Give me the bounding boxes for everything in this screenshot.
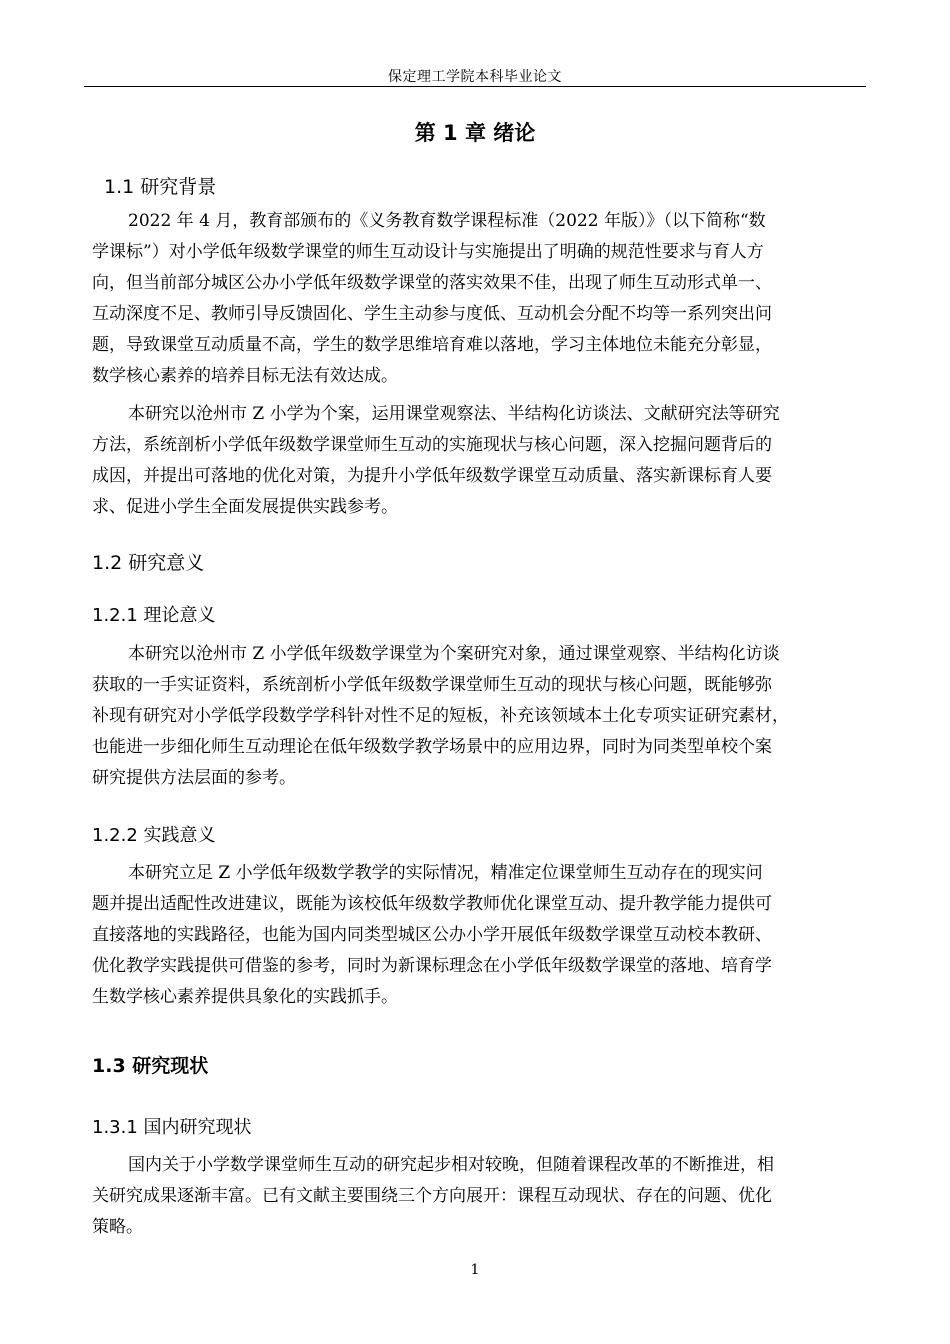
section-heading-1-3: 1.3 研究现状	[92, 1055, 209, 1077]
paragraph-line: 向，但当前部分城区公办小学低年级数学课堂的落实效果不佳，出现了师生互动形式单一、	[92, 273, 772, 293]
paragraph-line: 本研究以沧州市 Z 小学为个案，运用课堂观察法、半结构化访谈法、文献研究法等研究	[128, 404, 780, 424]
header-rule	[84, 86, 866, 87]
paragraph-line: 数学核心素养的培养目标无法有效达成。	[92, 366, 398, 386]
paragraph-line: 题，导致课堂互动质量不高，学生的数学思维培育难以落地，学习主体地位未能充分彰显，	[92, 335, 772, 355]
paragraph-line: 研究提供方法层面的参考。	[92, 768, 296, 788]
subsection-heading-1-2-2: 1.2.2 实践意义	[92, 825, 216, 846]
paragraph-line: 求、促进小学生全面发展提供实践参考。	[92, 497, 398, 517]
paragraph-line: 也能进一步细化师生互动理论在低年级数学教学场景中的应用边界，同时为同类型单校个案	[92, 737, 772, 757]
paragraph-line: 方法，系统剖析小学低年级数学课堂师生互动的实施现状与核心问题，深入挖掘问题背后的	[92, 435, 772, 455]
paragraph-line: 国内关于小学数学课堂师生互动的研究起步相对较晚，但随着课程改革的不断推进，相	[128, 1155, 774, 1175]
paragraph-practice	[92, 858, 860, 1013]
paragraph-line: 策略。	[92, 1217, 143, 1237]
paragraph-line: 学课标”）对小学低年级数学课堂的师生互动设计与实施提出了明确的规范性要求与育人方	[92, 242, 764, 262]
paragraph-line: 生数学核心素养提供具象化的实践抓手。	[92, 987, 398, 1007]
paragraph-line: 2022 年 4 月，教育部颁布的《义务教育数学课程标准（2022 年版）》（以下简称“数	[128, 211, 766, 231]
paragraph-line: 获取的一手实证资料，系统剖析小学低年级数学课堂师生互动的现状与核心问题，既能够弥	[92, 675, 772, 695]
section-heading-1-2: 1.2 研究意义	[92, 552, 205, 574]
paragraph-line: 直接落地的实践路径，也能为国内同类型城区公办小学开展低年级数学课堂互动校本教研、	[92, 925, 772, 945]
paragraph-line: 优化教学实践提供可借鉴的参考，同时为新课标理念在小学低年级数学课堂的落地、培育学	[92, 956, 772, 976]
paragraph-line: 补现有研究对小学低学段数学学科针对性不足的短板，补充该领域本土化专项实证研究素材，	[92, 706, 789, 726]
paragraph-line: 本研究以沧州市 Z 小学低年级数学课堂为个案研究对象，通过课堂观察、半结构化访谈	[128, 644, 780, 664]
paragraph-domestic-research	[92, 1150, 860, 1243]
page-number: 1	[470, 1262, 480, 1278]
paragraph-background-2	[92, 399, 860, 523]
section-heading-1-1: 1.1 研究背景	[104, 176, 217, 198]
paragraph-background-1	[92, 206, 860, 392]
paragraph-line: 成因，并提出可落地的优化对策，为提升小学低年级数学课堂互动质量、落实新课标育人要	[92, 466, 772, 486]
paragraph-line: 本研究立足 Z 小学低年级数学教学的实际情况，精准定位课堂师生互动存在的现实问	[128, 863, 763, 883]
page-header: 保定理工学院本科毕业论文	[388, 69, 562, 85]
subsection-heading-1-2-1: 1.2.1 理论意义	[92, 605, 216, 626]
paragraph-line: 关研究成果逐渐丰富。已有文献主要围绕三个方向展开：课程互动现状、存在的问题、优化	[92, 1186, 772, 1206]
subsection-heading-1-3-1: 1.3.1 国内研究现状	[92, 1117, 252, 1138]
paragraph-theory	[92, 639, 860, 794]
chapter-title: 第 1 章 绪论	[414, 121, 536, 145]
paragraph-line: 题并提出适配性改进建议，既能为该校低年级数学教师优化课堂互动、提升教学能力提供可	[92, 894, 772, 914]
paragraph-line: 互动深度不足、教师引导反馈固化、学生主动参与度低、互动机会分配不均等一系列突出问	[92, 304, 772, 324]
